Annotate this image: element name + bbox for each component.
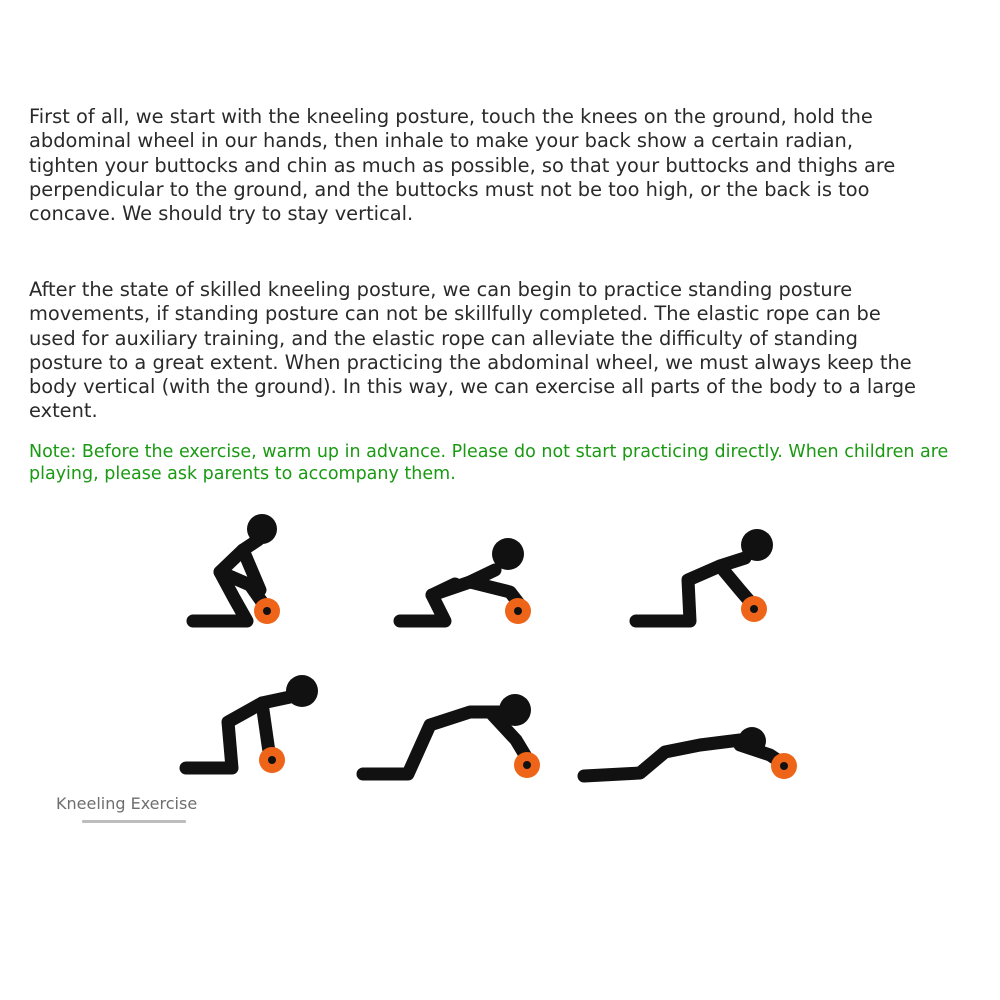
exercise-figure-5: [363, 694, 540, 778]
standing-posture-paragraph: After the state of skilled kneeling posture, we can begin to practice standing posture movements, if standing posture can not be skillfully completed. The elastic rope can be used for auxiliary training, and the elastic rope can alleviate the difficulty of standing posture to a great extent. When practicing the abdominal wheel, we must always keep the body vertical (with the ground). In this way, we can exercise all parts of the body to a large extent.: [29, 278, 916, 423]
exercise-figure-4: [186, 675, 318, 773]
figure-caption: Kneeling Exercise: [56, 794, 198, 813]
safety-note: Note: Before the exercise, warm up in advance. Please do not start practicing directly. When children are playing, please ask parents to accompany them.: [29, 442, 949, 484]
intro-paragraph: First of all, we start with the kneeling posture, touch the knees on the ground, hold the abdominal wheel in our hands, then inhale to make your back show a certain radian, tighten your buttocks and chin as much as possible, so that your buttocks and thighs are perpendicular to the ground, and the buttocks must not be too high, or the back is too concave. We should try to stay vertical.: [29, 105, 896, 226]
exercise-figure-3: [636, 529, 773, 622]
caption-underline: [82, 820, 186, 823]
exercise-figure-2: [400, 538, 531, 624]
exercise-figure-6: [584, 727, 797, 779]
exercise-figure-1: [193, 514, 280, 624]
